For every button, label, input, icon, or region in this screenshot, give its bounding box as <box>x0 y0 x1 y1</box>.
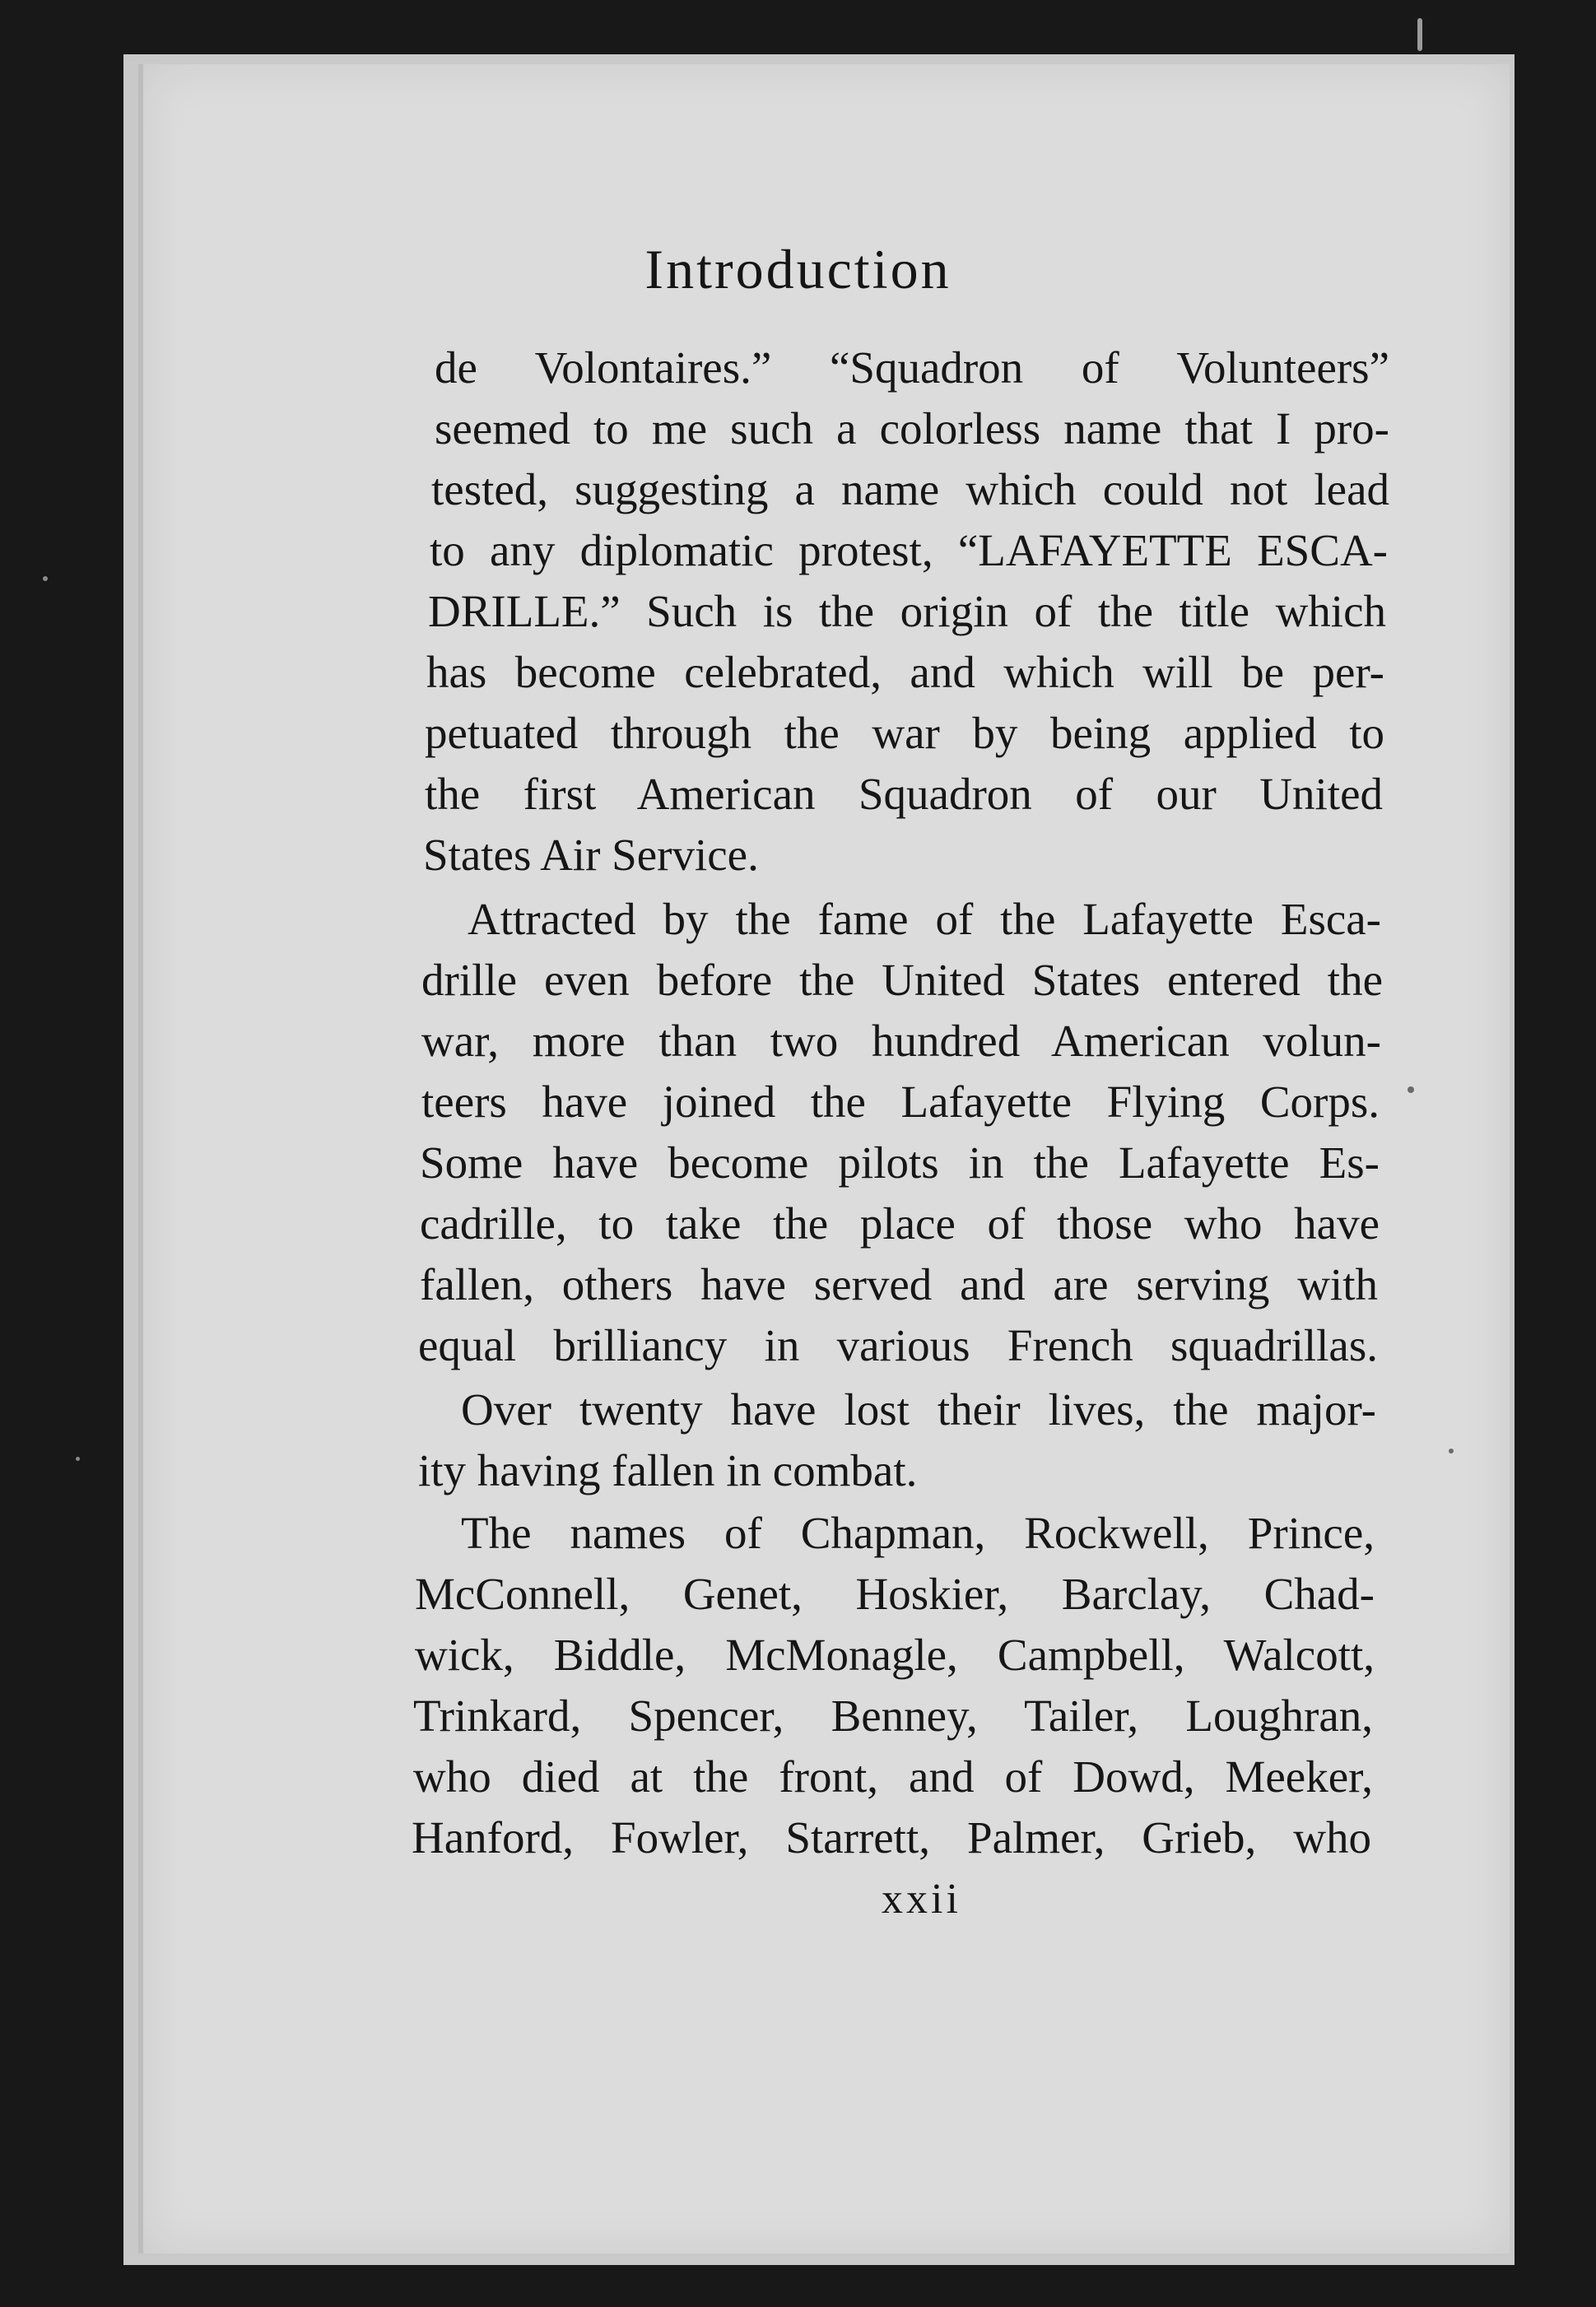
scan-speck <box>1417 18 1422 51</box>
text-line: Some have become pilots in the Lafayette Es- <box>420 1137 1380 1188</box>
text-line: the first American Squadron of our United <box>425 769 1383 819</box>
running-head: Introduction <box>644 238 952 300</box>
text-line: cadrille, to take the place of those who have <box>420 1198 1380 1249</box>
text-line: States Air Service. <box>423 830 759 880</box>
text-line: wick, Biddle, McMonagle, Campbell, Walcott, <box>415 1630 1375 1680</box>
text-line: Over twenty have lost their lives, the major- <box>461 1384 1376 1435</box>
text-line: equal brilliancy in various French squadrillas. <box>418 1320 1378 1370</box>
text-line: war, more than two hundred American volun- <box>421 1016 1381 1066</box>
text-line: de Volontaires.” “Squadron of Volunteers” <box>435 342 1389 393</box>
text-line: tested, suggesting a name which could not lead <box>431 464 1389 514</box>
text-line: The names of Chapman, Rockwell, Prince, <box>461 1508 1375 1558</box>
text-line: McConnell, Genet, Hoskier, Barclay, Chad- <box>415 1569 1375 1619</box>
scan-speck <box>76 1457 80 1461</box>
text-line: Trinkard, Spencer, Benney, Tailer, Loughran, <box>413 1691 1373 1741</box>
text-line: has become celebrated, and which will be per- <box>426 647 1384 697</box>
text-line: Attracted by the fame of the Lafayette Esca- <box>468 894 1381 944</box>
text-line: fallen, others have served and are serving with <box>420 1259 1378 1309</box>
scan-speck <box>1449 1449 1454 1454</box>
text-line: drille even before the United States entered the <box>421 955 1383 1005</box>
text-line: Hanford, Fowler, Starrett, Palmer, Grieb, who <box>412 1812 1371 1863</box>
text-line: teers have joined the Lafayette Flying Corps. <box>421 1077 1380 1127</box>
text-line: ity having fallen in combat. <box>418 1445 918 1495</box>
text-line: petuated through the war by being applied to <box>425 708 1384 758</box>
text-line: who died at the front, and of Dowd, Meeker, <box>413 1751 1373 1802</box>
scan-speck <box>1408 1086 1414 1093</box>
page-number: xxii <box>882 1876 961 1923</box>
scan-speck <box>43 576 48 581</box>
text-line: to any diplomatic protest, “LAFAYETTE ESCA- <box>430 525 1388 575</box>
text-line: DRILLE.” Such is the origin of the title which <box>428 586 1386 636</box>
text-line: seemed to me such a colorless name that I pro- <box>435 403 1389 453</box>
